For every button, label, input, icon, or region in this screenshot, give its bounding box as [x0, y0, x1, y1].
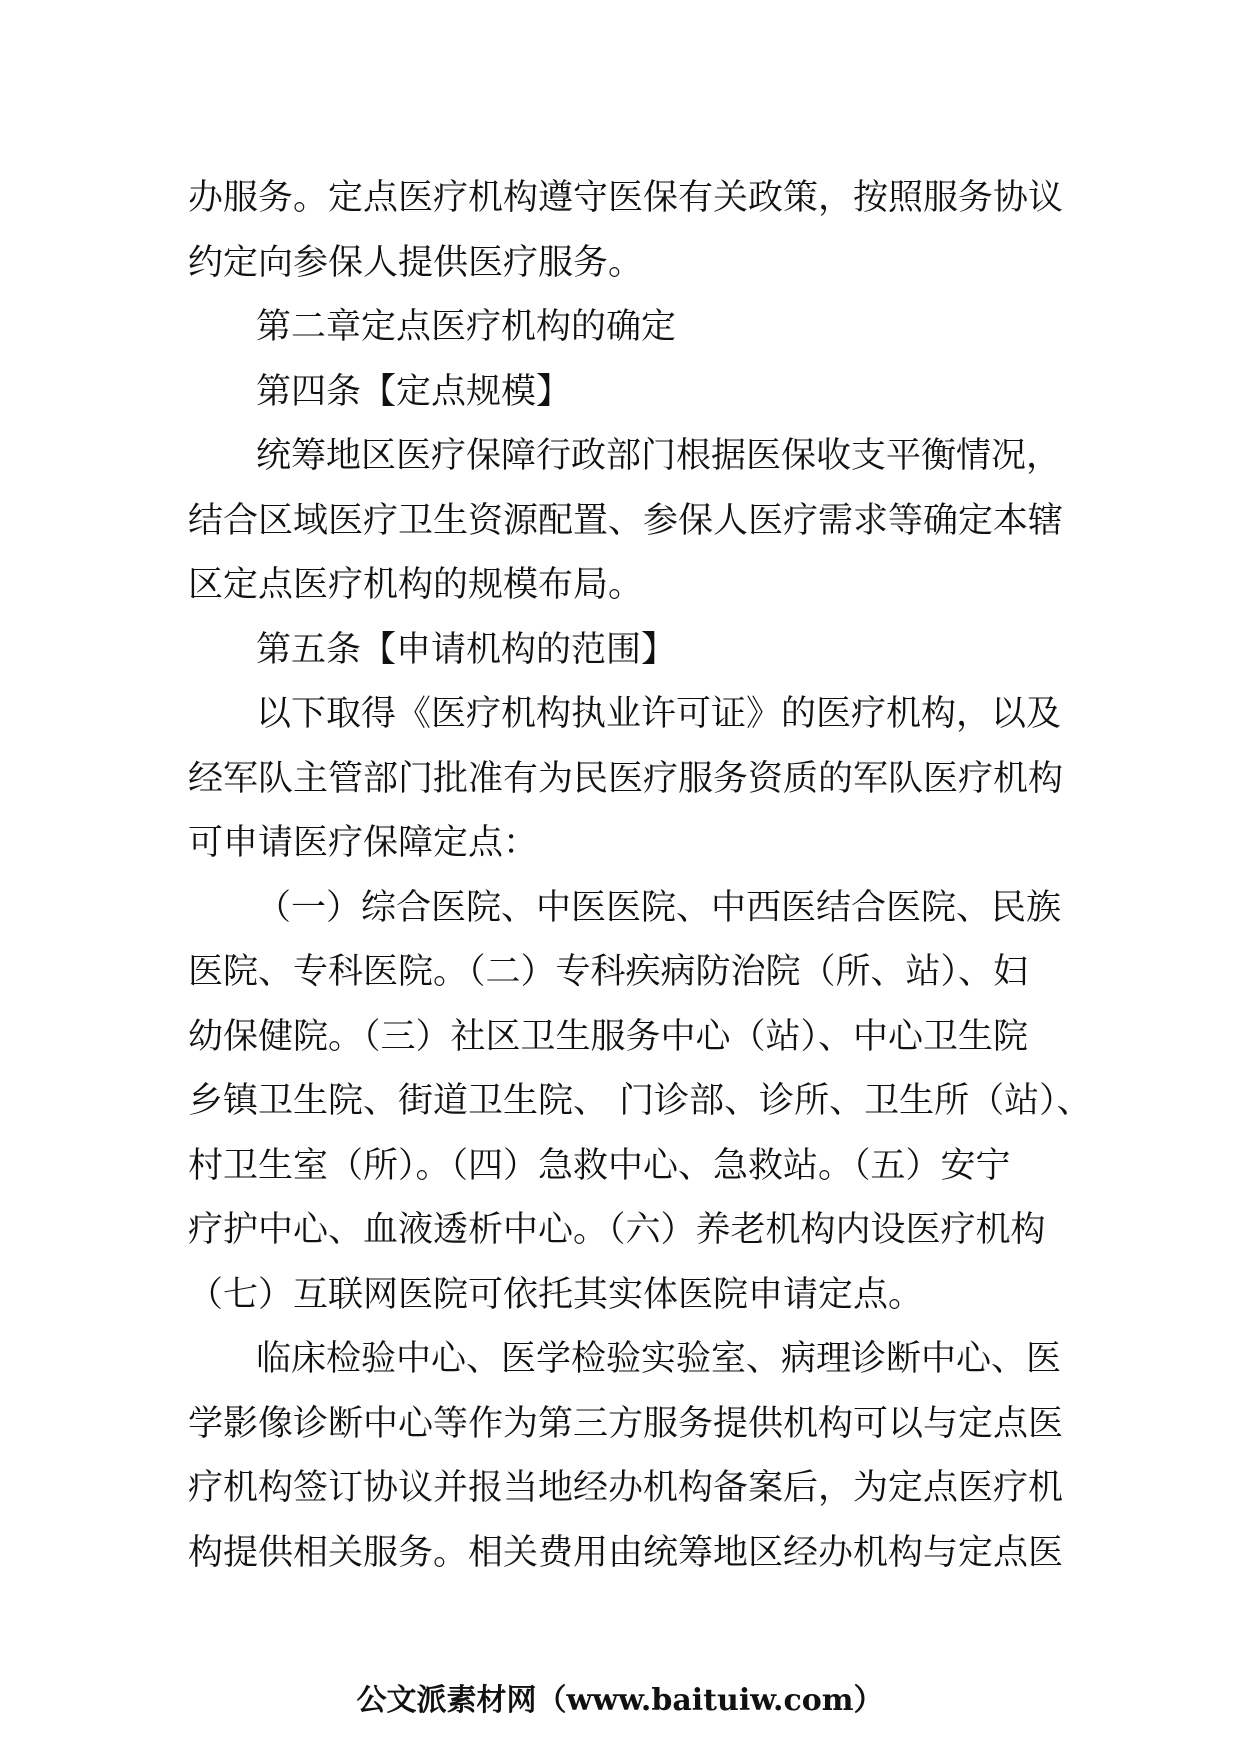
text-line: （七）互联网医院可依托其实体医院申请定点。	[188, 1274, 924, 1315]
text-line: 构提供相关服务。相关费用由统筹地区经办机构与定点医	[188, 1532, 1064, 1573]
text-line: 可申请医疗保障定点：	[188, 823, 539, 863]
text-line: （一）综合医院、中医医院、中西医结合医院、民族	[256, 887, 1062, 928]
text-line: 经军队主管部门批准有为民医疗服务资质的军队医疗机构	[188, 758, 1064, 799]
text-line: 办服务。定点医疗机构遵守医保有关政策，按照服务协议	[188, 178, 1064, 218]
text-line: 第五条【申请机构的范围】	[256, 629, 677, 670]
text-line: 约定向参保人提供医疗服务。	[188, 242, 644, 283]
text-line: 第二章定点医疗机构的确定	[256, 307, 677, 347]
text-line: 区定点医疗机构的规模布局。	[188, 565, 644, 605]
text-line: 乡镇卫生院、街道卫生院、 门诊部、诊所、卫生所（站）、	[188, 1081, 1092, 1121]
text-line: 村卫生室（所）。（四）急救中心、急救站。（五）安宁	[188, 1145, 1011, 1186]
text-line: 统筹地区医疗保障行政部门根据医保收支平衡情况，	[256, 436, 1062, 476]
text-line: 疗护中心、血液透析中心。（六）养老机构内设医疗机构	[188, 1210, 1046, 1250]
text-line: 第四条【定点规模】	[256, 371, 572, 412]
text-line: 结合区域医疗卫生资源配置、参保人医疗需求等确定本辖	[188, 500, 1064, 541]
footer-watermark: 公文派素材网（www.baituiw.com）	[356, 1683, 884, 1718]
text-line: 疗机构签订协议并报当地经办机构备案后，为定点医疗机	[188, 1468, 1064, 1508]
text-line: 临床检验中心、医学检验实验室、病理诊断中心、医	[256, 1339, 1062, 1379]
text-line: 以下取得《医疗机构执业许可证》的医疗机构，以及	[256, 694, 1062, 734]
document-body	[188, 166, 1092, 1585]
text-line: 医院、专科医院。（二）专科疾病防治院（所、站）、妇	[188, 952, 1029, 992]
text-line: 学影像诊断中心等作为第三方服务提供机构可以与定点医	[188, 1403, 1064, 1444]
text-line: 幼保健院。（三）社区卫生服务中心（站）、中心卫生院	[188, 1016, 1029, 1057]
